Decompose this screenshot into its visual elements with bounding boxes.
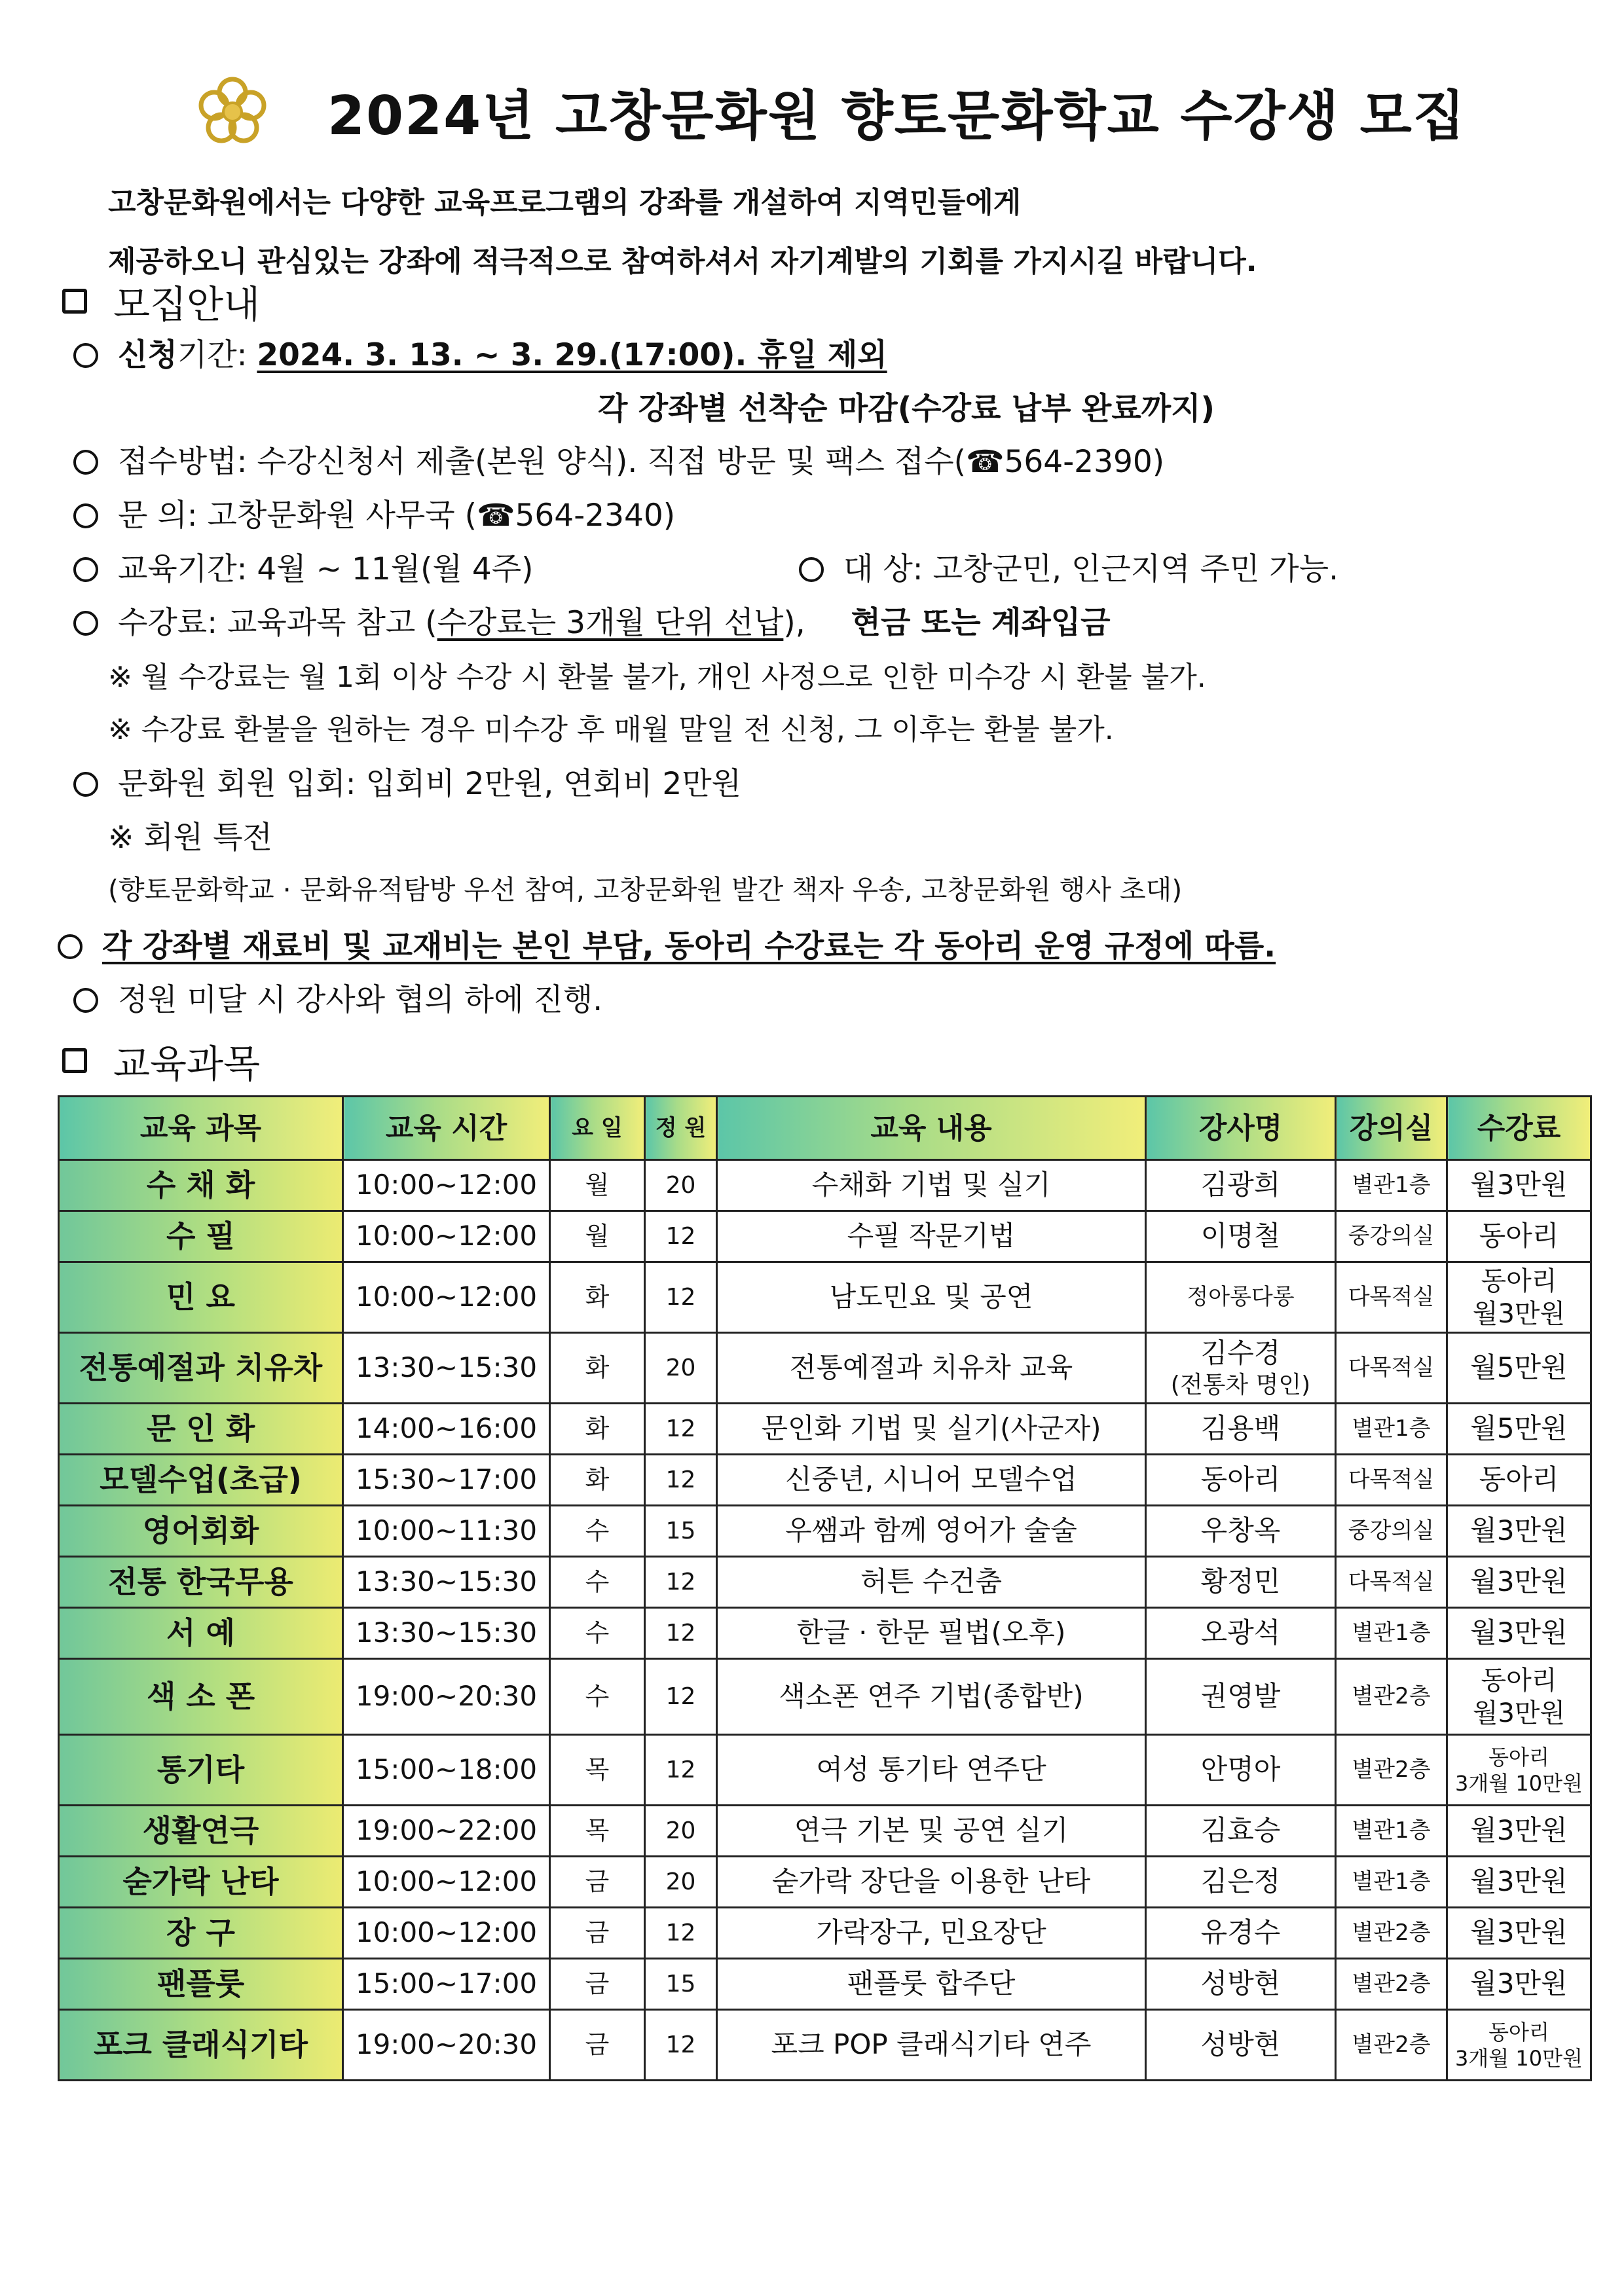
fee-prepay: 수강료는 3개월 단위 선납: [437, 605, 784, 641]
cell-time: 13:30~15:30: [343, 1333, 550, 1404]
square-bullet-icon: [62, 1048, 87, 1073]
teacher-name: 동아리: [1200, 1463, 1281, 1496]
fee-main: 월5만원: [1470, 1351, 1568, 1384]
cell-day: 수: [550, 1608, 645, 1659]
cell-room: 별관2층: [1336, 1735, 1447, 1806]
quota-text: 정원 미달 시 강사와 협의 하에 진행.: [118, 982, 603, 1018]
cell-teacher: [1146, 1404, 1336, 1455]
table-row: [59, 1211, 1591, 1262]
fee-main: 동아리: [1479, 1463, 1559, 1496]
col-header-subject: 교육 과목: [59, 1097, 343, 1160]
cell-time: 10:00~12:00: [343, 1262, 550, 1333]
cell-subject: 숟가락 난타: [59, 1857, 343, 1908]
cell-room: 다목적실: [1336, 1262, 1447, 1333]
table-row: [59, 1857, 1591, 1908]
fee-main: 월3만원: [1470, 1616, 1568, 1649]
cell-content: 신중년, 시니어 모델수업: [717, 1455, 1146, 1506]
title-row: [196, 62, 1466, 160]
quota-line: [73, 975, 602, 1019]
fee-line: [73, 598, 1111, 642]
section-recruit-guide: [62, 274, 260, 329]
col-header-room: 강의실: [1336, 1097, 1447, 1160]
cell-day: 월: [550, 1211, 645, 1262]
apply-period: 2024. 3. 13. ~ 3. 29.(17:00). 휴일 제외: [257, 337, 887, 373]
cell-content: 팬플룻 합주단: [717, 1959, 1146, 2010]
cell-teacher: [1146, 1262, 1336, 1333]
cell-teacher: [1146, 1455, 1336, 1506]
page-title: 2024년 고창문화원 향토문화학교 수강생 모집: [327, 84, 1467, 147]
fee-sub: 월3만원: [1472, 1698, 1566, 1728]
course-table: [58, 1095, 1592, 2081]
table-row: [59, 2010, 1591, 2081]
edu-period-line: [73, 545, 533, 589]
intro-text: [108, 173, 1257, 291]
section-courses: [62, 1033, 260, 1088]
cell-room: 별관1층: [1336, 1404, 1447, 1455]
cell-content: 가락장구, 민요장단: [717, 1908, 1146, 1959]
teacher-name: 오광석: [1200, 1616, 1281, 1649]
intro-line-1: 고창문화원에서는 다양한 교육프로그램의 강좌를 개설하여 지역민들에게: [108, 186, 1022, 219]
member-benefit: (향토문화학교 · 문화유적탐방 우선 참여, 고창문화원 발간 책자 우송, 고창문화원 행사 초대): [108, 874, 1183, 905]
cell-capacity: 20: [645, 1806, 717, 1857]
cell-subject: 전통예절과 치유차: [59, 1333, 343, 1404]
cell-capacity: 12: [645, 1404, 717, 1455]
cell-room: 별관2층: [1336, 1959, 1447, 2010]
cell-room: 별관1층: [1336, 1806, 1447, 1857]
circle-bullet-icon: [73, 772, 98, 797]
receipt-line: [73, 437, 1164, 481]
cell-room: 다목적실: [1336, 1333, 1447, 1404]
cell-day: 금: [550, 1959, 645, 2010]
col-header-teacher: 강사명: [1146, 1097, 1336, 1160]
cell-day: 수: [550, 1557, 645, 1608]
fee-main: 월3만원: [1470, 1916, 1568, 1949]
teacher-name: 우창옥: [1200, 1514, 1281, 1547]
refund-note-1: ※ 월 수강료는 월 1회 이상 수강 시 환불 불가, 개인 사정으로 인한 미수강 시 환불 불가.: [108, 661, 1206, 694]
cell-capacity: 15: [645, 1506, 717, 1557]
target-text: 대 상: 고창군민, 인근지역 주민 가능.: [843, 551, 1339, 587]
cell-capacity: 12: [645, 1608, 717, 1659]
cell-capacity: 12: [645, 1735, 717, 1806]
cell-teacher: [1146, 1160, 1336, 1211]
table-row: [59, 1160, 1591, 1211]
cell-teacher: [1146, 1857, 1336, 1908]
cell-subject: 색 소 폰: [59, 1659, 343, 1735]
cell-capacity: 12: [645, 1908, 717, 1959]
table-row: [59, 1333, 1591, 1404]
cell-time: 19:00~22:00: [343, 1806, 550, 1857]
cell-time: 19:00~20:30: [343, 1659, 550, 1735]
cell-teacher: [1146, 1211, 1336, 1262]
col-header-day: 요 일: [550, 1097, 645, 1160]
col-header-time: 교육 시간: [343, 1097, 550, 1160]
circle-bullet-icon: [799, 557, 824, 582]
teacher-name: 황정민: [1200, 1565, 1281, 1598]
cell-fee: [1447, 1211, 1591, 1262]
table-row: [59, 1959, 1591, 2010]
teacher-name: 성방현: [1200, 2028, 1281, 2061]
cell-day: 금: [550, 1857, 645, 1908]
circle-bullet-icon: [73, 557, 98, 582]
cell-time: 13:30~15:30: [343, 1557, 550, 1608]
cell-day: 월: [550, 1160, 645, 1211]
cell-subject: 영어회화: [59, 1506, 343, 1557]
teacher-name: 권영발: [1200, 1680, 1281, 1713]
cell-content: 전통예절과 치유차 교육: [717, 1333, 1146, 1404]
cell-day: 화: [550, 1404, 645, 1455]
cell-capacity: 12: [645, 1262, 717, 1333]
table-row: [59, 1506, 1591, 1557]
table-row: [59, 1735, 1591, 1806]
cell-capacity: 12: [645, 1659, 717, 1735]
cell-capacity: 12: [645, 1211, 717, 1262]
inquiry-line: [73, 491, 675, 535]
cell-day: 수: [550, 1506, 645, 1557]
member-line: [73, 759, 741, 803]
circle-bullet-icon: [73, 988, 98, 1013]
col-header-capacity: 정 원: [645, 1097, 717, 1160]
table-header-row: [59, 1097, 1591, 1160]
cell-time: 10:00~11:30: [343, 1506, 550, 1557]
cell-time: 14:00~16:00: [343, 1404, 550, 1455]
cell-room: 중강의실: [1336, 1211, 1447, 1262]
fee-main: 월3만원: [1470, 1967, 1568, 2000]
fee-sub: 3개월 10만원: [1455, 1770, 1583, 1796]
section-title: 교육과목: [113, 1042, 261, 1086]
material-line: [58, 922, 1276, 966]
cell-room: 다목적실: [1336, 1455, 1447, 1506]
cell-time: 10:00~12:00: [343, 1160, 550, 1211]
cell-fee: [1447, 1404, 1591, 1455]
cell-fee: [1447, 1908, 1591, 1959]
table-row: [59, 1659, 1591, 1735]
teacher-name: 정아롱다롱: [1187, 1284, 1295, 1311]
inquiry-text: 문 의: 고창문화원 사무국 (☎564-2340): [118, 498, 676, 534]
cell-fee: [1447, 1735, 1591, 1806]
material-text: 각 강좌별 재료비 및 교재비는 본인 부담, 동아리 수강료는 각 동아리 운영 규정에 따름.: [102, 928, 1276, 964]
cell-content: 한글 · 한문 필법(오후): [717, 1608, 1146, 1659]
table-row: [59, 1608, 1591, 1659]
fee-main: 월3만원: [1470, 1814, 1568, 1847]
cell-room: 중강의실: [1336, 1506, 1447, 1557]
col-header-content: 교육 내용: [717, 1097, 1146, 1160]
col-header-fee: 수강료: [1447, 1097, 1591, 1160]
teacher-name: 김효승: [1200, 1814, 1281, 1847]
cell-time: 10:00~12:00: [343, 1857, 550, 1908]
receipt-text: 접수방법: 수강신청서 제출(본원 양식). 직접 방문 및 팩스 접수(☎564-2390): [118, 444, 1165, 480]
cell-day: 화: [550, 1262, 645, 1333]
cell-fee: [1447, 1857, 1591, 1908]
table-row: [59, 1908, 1591, 1959]
cell-subject: 팬플룻: [59, 1959, 343, 2010]
cell-teacher: [1146, 1557, 1336, 1608]
cell-room: 별관1층: [1336, 1160, 1447, 1211]
cell-content: 우쌤과 함께 영어가 술술: [717, 1506, 1146, 1557]
cell-capacity: 15: [645, 1959, 717, 2010]
fee-main: 동아리: [1481, 1665, 1557, 1696]
member-text: 문화원 회원 입회: 입회비 2만원, 연회비 2만원: [118, 766, 742, 802]
fee-main: 동아리: [1488, 1744, 1549, 1770]
cell-content: 남도민요 및 공연: [717, 1262, 1146, 1333]
fee-main: 월3만원: [1470, 1565, 1568, 1598]
cell-fee: [1447, 1806, 1591, 1857]
cell-time: 15:00~17:00: [343, 1959, 550, 2010]
cell-content: 문인화 기법 및 실기(사군자): [717, 1404, 1146, 1455]
cell-fee: [1447, 1506, 1591, 1557]
square-bullet-icon: [62, 289, 87, 314]
table-row: [59, 1557, 1591, 1608]
fee-main: 월3만원: [1470, 1514, 1568, 1547]
fee-main: 동아리: [1479, 1220, 1559, 1252]
cell-content: 연극 기본 및 공연 실기: [717, 1806, 1146, 1857]
cell-room: 별관2층: [1336, 2010, 1447, 2081]
apply-period-line: [73, 331, 887, 374]
teacher-name: 김은정: [1200, 1865, 1281, 1898]
cell-day: 화: [550, 1455, 645, 1506]
edu-period-text: 교육기간: 4월 ~ 11월(월 4주): [118, 551, 534, 587]
refund-note-2: ※ 수강료 환불을 원하는 경우 미수강 후 매월 말일 전 신청, 그 이후는 환불 불가.: [108, 713, 1114, 746]
cell-teacher: [1146, 2010, 1336, 2081]
cell-day: 금: [550, 2010, 645, 2081]
cell-content: 수필 작문기법: [717, 1211, 1146, 1262]
teacher-name: 안명아: [1200, 1753, 1281, 1786]
cell-subject: 문 인 화: [59, 1404, 343, 1455]
cell-day: 목: [550, 1806, 645, 1857]
cell-teacher: [1146, 1608, 1336, 1659]
member-benefit-title: ※ 회원 특전: [108, 820, 272, 856]
fee-payment: 현금 또는 계좌입금: [851, 605, 1111, 641]
target-line: [799, 545, 1338, 589]
fee-label: 수강료: 교육과목 참고 (: [118, 605, 437, 641]
table-body: [59, 1160, 1591, 2081]
cell-day: 수: [550, 1659, 645, 1735]
fee-sub: 3개월 10만원: [1455, 2045, 1583, 2071]
flower-logo-icon: [196, 75, 268, 147]
cell-subject: 포크 클래식기타: [59, 2010, 343, 2081]
cell-fee: [1447, 1557, 1591, 1608]
table-row: [59, 1262, 1591, 1333]
circle-bullet-icon: [73, 611, 98, 636]
cell-teacher: [1146, 1959, 1336, 2010]
circle-bullet-icon: [73, 450, 98, 475]
teacher-name: 김수경: [1200, 1336, 1281, 1369]
teacher-name: 성방현: [1200, 1967, 1281, 2000]
cell-time: 15:00~18:00: [343, 1735, 550, 1806]
cell-teacher: [1146, 1659, 1336, 1735]
cell-content: 숟가락 장단을 이용한 난타: [717, 1857, 1146, 1908]
circle-bullet-icon: [58, 934, 83, 959]
cell-room: 다목적실: [1336, 1557, 1447, 1608]
cell-room: 별관2층: [1336, 1908, 1447, 1959]
cell-content: 수채화 기법 및 실기: [717, 1160, 1146, 1211]
fee-close: ),: [783, 605, 805, 641]
cell-subject: 모델수업(초급): [59, 1455, 343, 1506]
cell-content: 허튼 수건춤: [717, 1557, 1146, 1608]
cell-fee: [1447, 1160, 1591, 1211]
cell-subject: 통기타: [59, 1735, 343, 1806]
cell-capacity: 12: [645, 1557, 717, 1608]
cell-capacity: 20: [645, 1857, 717, 1908]
fee-main: 동아리: [1488, 2019, 1549, 2045]
cell-capacity: 20: [645, 1333, 717, 1404]
cell-time: 10:00~12:00: [343, 1211, 550, 1262]
cell-teacher: [1146, 1506, 1336, 1557]
cell-subject: 서 예: [59, 1608, 343, 1659]
cell-capacity: 20: [645, 1160, 717, 1211]
cell-fee: [1447, 2010, 1591, 2081]
circle-bullet-icon: [73, 503, 98, 528]
cell-teacher: [1146, 1806, 1336, 1857]
fee-sub: 월3만원: [1472, 1298, 1566, 1329]
table-row: [59, 1404, 1591, 1455]
fee-main: 월3만원: [1470, 1865, 1568, 1898]
cell-day: 화: [550, 1333, 645, 1404]
cell-fee: [1447, 1659, 1591, 1735]
cell-fee: [1447, 1262, 1591, 1333]
cell-time: 19:00~20:30: [343, 2010, 550, 2081]
apply-label-bold: 신청: [118, 337, 177, 373]
cell-fee: [1447, 1333, 1591, 1404]
cell-fee: [1447, 1608, 1591, 1659]
apply-label: 기간:: [177, 337, 257, 373]
cell-time: 10:00~12:00: [343, 1908, 550, 1959]
cell-time: 15:30~17:00: [343, 1455, 550, 1506]
cell-capacity: 12: [645, 1455, 717, 1506]
cell-teacher: [1146, 1333, 1336, 1404]
teacher-name: 유경수: [1200, 1916, 1281, 1949]
teacher-name: 김용백: [1200, 1412, 1281, 1445]
cell-subject: 전통 한국무용: [59, 1557, 343, 1608]
cell-fee: [1447, 1455, 1591, 1506]
cell-subject: 수 필: [59, 1211, 343, 1262]
fee-main: 동아리: [1481, 1266, 1557, 1296]
cell-content: 포크 POP 클래식기타 연주: [717, 2010, 1146, 2081]
cell-content: 여성 통기타 연주단: [717, 1735, 1146, 1806]
cell-time: 13:30~15:30: [343, 1608, 550, 1659]
cell-day: 목: [550, 1735, 645, 1806]
cell-day: 금: [550, 1908, 645, 1959]
cell-subject: 수 채 화: [59, 1160, 343, 1211]
cell-teacher: [1146, 1908, 1336, 1959]
teacher-note: (전통차 명인): [1170, 1372, 1311, 1399]
teacher-name: 김광희: [1200, 1169, 1281, 1201]
cell-subject: 민 요: [59, 1262, 343, 1333]
cell-teacher: [1146, 1735, 1336, 1806]
cell-room: 별관1층: [1336, 1608, 1447, 1659]
table-row: [59, 1455, 1591, 1506]
fee-main: 월3만원: [1470, 1169, 1568, 1201]
cell-subject: 생활연극: [59, 1806, 343, 1857]
table-row: [59, 1806, 1591, 1857]
intro-line-2: 제공하오니 관심있는 강좌에 적극적으로 참여하셔서 자기계발의 기회를 가지시길 바랍니다.: [108, 245, 1257, 278]
cell-room: 별관1층: [1336, 1857, 1447, 1908]
cell-room: 별관2층: [1336, 1659, 1447, 1735]
cell-capacity: 12: [645, 2010, 717, 2081]
apply-note: 각 강좌별 선착순 마감(수강료 납부 완료까지): [598, 391, 1215, 427]
circle-bullet-icon: [73, 343, 98, 368]
teacher-name: 이명철: [1200, 1220, 1281, 1252]
section-title: 모집안내: [113, 282, 261, 327]
cell-fee: [1447, 1959, 1591, 2010]
fee-main: 월5만원: [1470, 1412, 1568, 1445]
cell-subject: 장 구: [59, 1908, 343, 1959]
cell-content: 색소폰 연주 기법(종합반): [717, 1659, 1146, 1735]
